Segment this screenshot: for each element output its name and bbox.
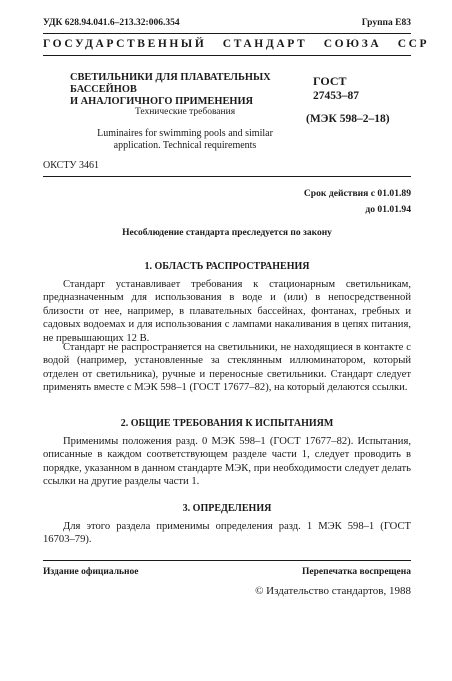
subtitle: Технические требования xyxy=(134,107,236,117)
title-line-2: И АНАЛОГИЧНОГО ПРИМЕНЕНИЯ xyxy=(70,96,254,107)
header-rule-bottom xyxy=(43,55,411,56)
official-edition: Издание официальное xyxy=(43,567,139,577)
title-rule xyxy=(43,176,411,177)
section-2-heading: 2. ОБЩИЕ ТРЕБОВАНИЯ К ИСПЫТАНИЯМ xyxy=(120,418,334,429)
footer-rule xyxy=(43,560,411,561)
copyright: © Издательство стандартов, 1988 xyxy=(255,585,411,597)
section-3-paragraph-1: Для этого раздела применимы определения разд. 1 МЭК 598–1 (ГОСТ 16703–79). xyxy=(43,521,411,546)
section-3-heading: 3. ОПРЕДЕЛЕНИЯ xyxy=(182,503,272,514)
english-title-line-1: Luminaires for swimming pools and similar xyxy=(97,128,273,139)
legal-notice: Несоблюдение стандарта преследуется по закону xyxy=(122,228,332,238)
udk-code: УДК 628.94.041.6–213.32:006.354 xyxy=(43,18,180,28)
english-title-line-2: application. Technical requirements xyxy=(113,140,257,151)
section-1-paragraph-2: Стандарт не распространяется на светильники, не находящиеся в контакте с водой (например, установленные за стеклянным иллюминатором, который отделен от светильника), ручные и переносные светильники. Стандарт следует применять вместе с МЭК 598–1 (ГОСТ 17677–82), на который делаются ссылки. xyxy=(43,342,411,394)
organization-name: ГОСУДАРСТВЕННЫЙ СТАНДАРТ СОЮЗА ССР xyxy=(43,38,430,50)
group-code: Группа Е83 xyxy=(361,18,411,28)
gost-number: 27453–87 xyxy=(313,90,359,102)
iec-number: (МЭК 598–2–18) xyxy=(306,113,390,125)
validity-to: до 01.01.94 xyxy=(365,204,411,215)
gost-label: ГОСТ xyxy=(313,74,347,88)
section-2-paragraph-1: Применимы положения разд. 0 МЭК 598–1 (ГОСТ 17677–82). Испытания, описанные в каждом соответствующем разделе части 1, следует проводить в порядке, указанном в данном стандарте МЭК, при необходимости следует делать ссылки на другие разделы части 1. xyxy=(43,436,411,488)
section-1-paragraph-1: Стандарт устанавливает требования к стационарным светильникам, предназначенным для использования в воде и (или) в непосредственной близости от нее, например, в плавательных бассейнах, фонтанах, гребных и садовых водоемах и для использования с лампами накаливания в цепях питания, не превышающих 12 В. xyxy=(43,279,411,344)
header-rule-top xyxy=(43,33,411,34)
reprint-notice: Перепечатка воспрещена xyxy=(301,567,411,577)
okstu-code: ОКСТУ 3461 xyxy=(43,160,100,171)
validity-from: Срок действия с 01.01.89 xyxy=(303,188,411,199)
english-title xyxy=(70,128,300,152)
title xyxy=(70,72,300,108)
title-line-1: СВЕТИЛЬНИКИ ДЛЯ ПЛАВАТЕЛЬНЫХ БАССЕЙНОВ xyxy=(70,72,271,95)
section-1-heading: 1. ОБЛАСТЬ РАСПРОСТРАНЕНИЯ xyxy=(144,261,310,272)
